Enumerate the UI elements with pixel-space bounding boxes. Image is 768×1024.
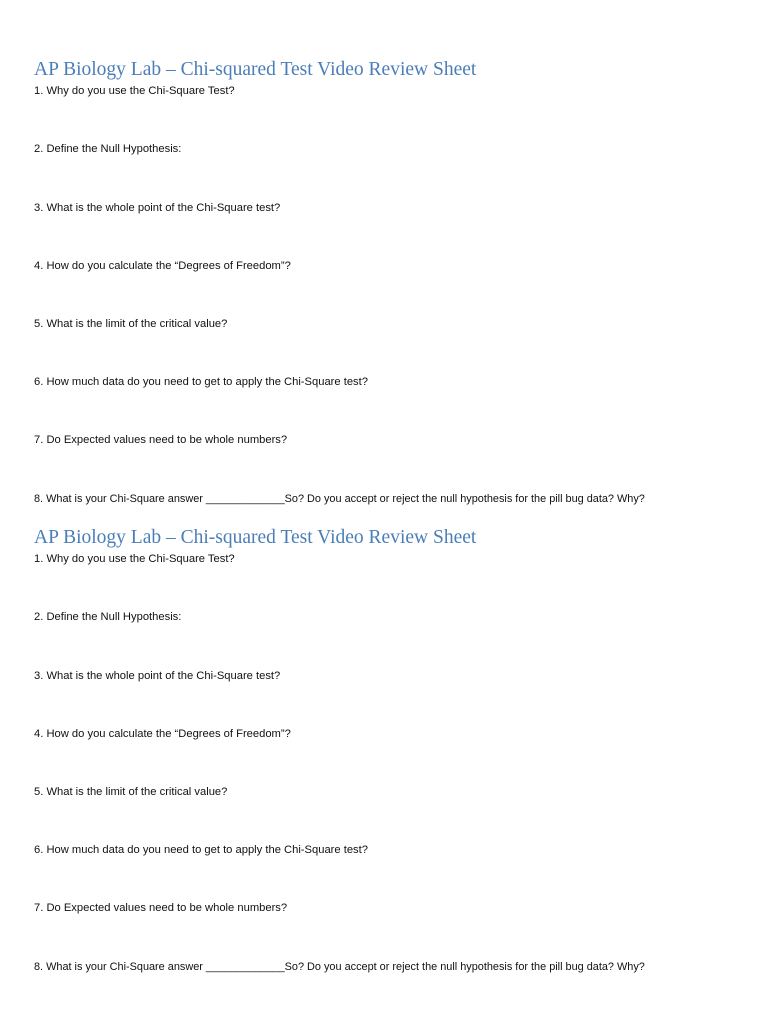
question-8: 8. What is your Chi-Square answer _____________So? Do you accept or reject the null hypothesis for the pill bug data? Why? (34, 961, 645, 973)
question-2: 2. Define the Null Hypothesis: (34, 143, 182, 155)
question-6: 6. How much data do you need to get to apply the Chi-Square test? (34, 376, 368, 388)
question-4: 4. How do you calculate the “Degrees of Freedom”? (34, 728, 291, 740)
question-3: 3. What is the whole point of the Chi-Square test? (34, 670, 281, 682)
question-7: 7. Do Expected values need to be whole numbers? (34, 902, 288, 914)
question-1: 1. Why do you use the Chi-Square Test? (34, 553, 235, 565)
question-1: 1. Why do you use the Chi-Square Test? (34, 85, 235, 97)
question-8: 8. What is your Chi-Square answer _____________So? Do you accept or reject the null hypothesis for the pill bug data? Why? (34, 493, 645, 505)
sheet-title: AP Biology Lab – Chi-squared Test Video Review Sheet (34, 59, 477, 80)
question-7: 7. Do Expected values need to be whole numbers? (34, 434, 288, 446)
question-2: 2. Define the Null Hypothesis: (34, 611, 182, 623)
sheet-title: AP Biology Lab – Chi-squared Test Video Review Sheet (34, 527, 477, 548)
question-6: 6. How much data do you need to get to apply the Chi-Square test? (34, 844, 368, 856)
question-3: 3. What is the whole point of the Chi-Square test? (34, 202, 281, 214)
question-5: 5. What is the limit of the critical value? (34, 786, 228, 798)
question-5: 5. What is the limit of the critical value? (34, 318, 228, 330)
question-4: 4. How do you calculate the “Degrees of Freedom”? (34, 260, 291, 272)
